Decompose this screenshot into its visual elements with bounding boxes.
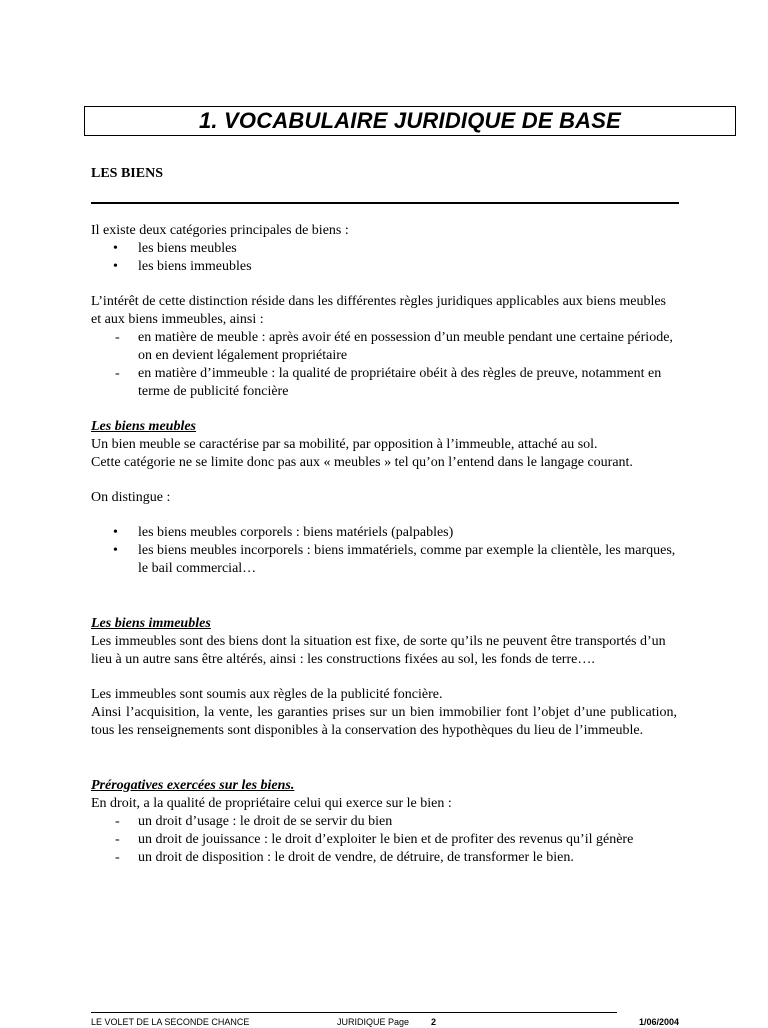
bullet-icon: • <box>113 525 118 540</box>
dash-icon: - <box>115 366 120 381</box>
list-item: - un droit d’usage : le droit de se servir du bien <box>115 814 393 829</box>
dash-icon: - <box>115 330 120 345</box>
intro-text: Il existe deux catégories principales de biens : <box>91 223 349 238</box>
bullet-icon: • <box>113 259 118 274</box>
meubles-bullet-list <box>91 524 677 578</box>
distinguish-text: On distingue : <box>91 490 171 505</box>
footer-center-text: JURIDIQUE Page <box>337 1017 410 1027</box>
list-item: • les biens meubles incorporels : biens immatériels, comme par exemple la clientèle, les marques, le bail commercial… <box>113 543 676 576</box>
list-item: • les biens meubles <box>113 241 237 256</box>
dash-icon: - <box>115 814 120 829</box>
interest-dash-list <box>91 329 677 401</box>
list-item: • les biens meubles corporels : biens matériels (palpables) <box>113 525 454 540</box>
interest-paragraph: L’intérêt de cette distinction réside dans les différentes règles juridiques applicables aux biens meubles et aux biens immeubles, ainsi : <box>91 294 666 327</box>
chapter-title-box <box>84 106 736 136</box>
prerogatives-intro: En droit, a la qualité de propriétaire celui qui exerce sur le bien : <box>91 796 452 811</box>
footer-date: 1/06/2004 <box>638 1017 679 1027</box>
meubles-line-2: Cette catégorie ne se limite donc pas aux « meubles » tel qu’on l’entend dans le langage courant. <box>91 455 633 470</box>
list-item: - un droit de jouissance : le droit d’exploiter le bien et de profiter des revenus qu’il génère <box>115 832 634 847</box>
dash-icon: - <box>115 850 120 865</box>
list-item: • les biens immeubles <box>113 259 252 274</box>
immeubles-paragraph-2a: Les immeubles sont soumis aux règles de la publicité foncière. <box>91 687 443 702</box>
footer-left-text: LE VOLET DE LA SECONDE CHANCE <box>91 1017 250 1027</box>
footer-page-number: 2 <box>431 1017 437 1027</box>
footer-divider <box>91 1012 617 1013</box>
prerogatives-dash-list <box>91 813 677 867</box>
chapter-title: 1. VOCABULAIRE JURIDIQUE DE BASE <box>198 108 621 133</box>
list-item: - un droit de disposition : le droit de vendre, de détruire, de transformer le bien. <box>115 850 574 865</box>
bullet-icon: • <box>113 543 118 558</box>
meubles-line-1: Un bien meuble se caractérise par sa mobilité, par opposition à l’immeuble, attaché au sol. <box>91 437 598 452</box>
list-item: - en matière d’immeuble : la qualité de propriétaire obéit à des règles de preuve, notamment en terme de publicité foncière <box>115 366 662 399</box>
intro-bullet-list <box>91 240 677 276</box>
prerogatives-heading: Prérogatives exercées sur les biens. <box>91 778 295 793</box>
meubles-heading: Les biens meubles <box>91 419 196 434</box>
immeubles-paragraph-1: Les immeubles sont des biens dont la situation est fixe, de sorte qu’ils ne peuvent être transportés d’un lieu à un autre sans être altérés, ainsi : les constructions fixées au sol, les fonds de terre…. <box>91 634 666 667</box>
document-body <box>91 222 677 867</box>
immeubles-paragraph-2b: Ainsi l’acquisition, la vente, les garanties prises sur un bien immobilier font l’objet d’une publication, tous les renseignements sont disponibles à la conservation des hypothèques du lieu de l’immeuble. <box>91 705 677 738</box>
immeubles-heading: Les biens immeubles <box>91 616 211 631</box>
dash-icon: - <box>115 832 120 847</box>
list-item: - en matière de meuble : après avoir été en possession d’un meuble pendant une certaine période, on en devient légalement propriétaire <box>115 330 673 363</box>
section-heading: LES BIENS <box>91 166 163 181</box>
page-footer <box>91 1016 679 1028</box>
section-divider <box>91 202 679 204</box>
bullet-icon: • <box>113 241 118 256</box>
